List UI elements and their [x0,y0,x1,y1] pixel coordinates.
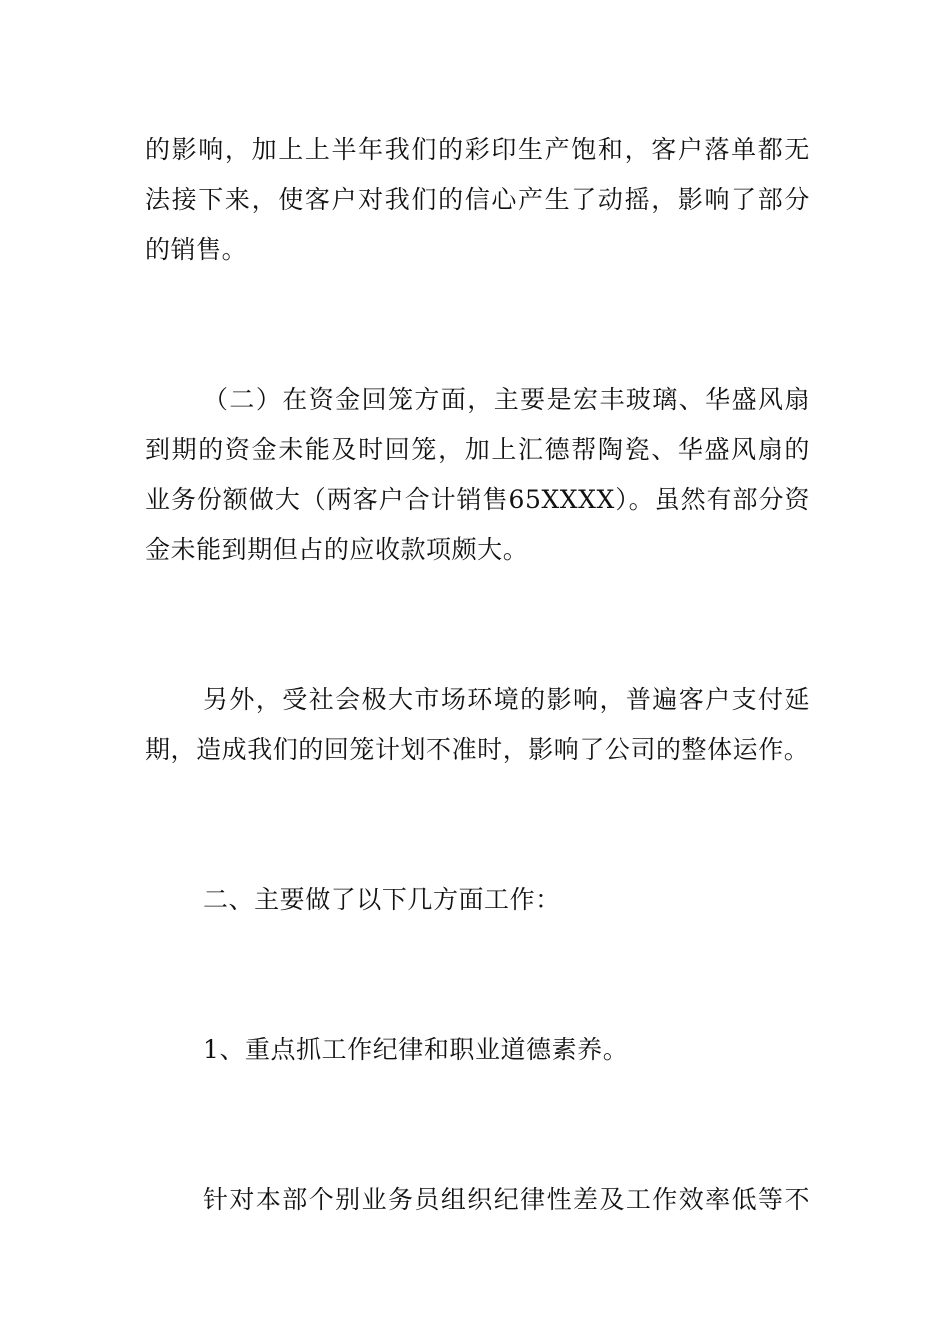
paragraph-line: 的影响，加上上半年我们的彩印生产饱和，客户落单都无 [145,135,810,164]
paragraph-line: 业务份额做大（两客户合计销售65XXXX）。虽然有部分资 [145,485,810,514]
paragraph-line: 另外，受社会极大市场环境的影响，普遍客户支付延 [203,685,810,714]
paragraph-line: 法接下来，使客户对我们的信心产生了动摇，影响了部分 [145,185,810,214]
item-line: 1、重点抓工作纪律和职业道德素养。 [203,1035,629,1064]
heading-line: 二、主要做了以下几方面工作： [203,885,561,914]
paragraph-line: 的销售。 [145,235,248,264]
paragraph-line: 金未能到期但占的应收款项颇大。 [145,535,529,564]
paragraph-line: 期，造成我们的回笼计划不准时，影响了公司的整体运作。 [145,735,810,764]
paragraph-line: 针对本部个别业务员组织纪律性差及工作效率低等不 [203,1185,810,1214]
paragraph-line: 到期的资金未能及时回笼，加上汇德帮陶瓷、华盛风扇的 [145,435,810,464]
paragraph-line: （二）在资金回笼方面，主要是宏丰玻璃、华盛风扇 [203,385,810,414]
